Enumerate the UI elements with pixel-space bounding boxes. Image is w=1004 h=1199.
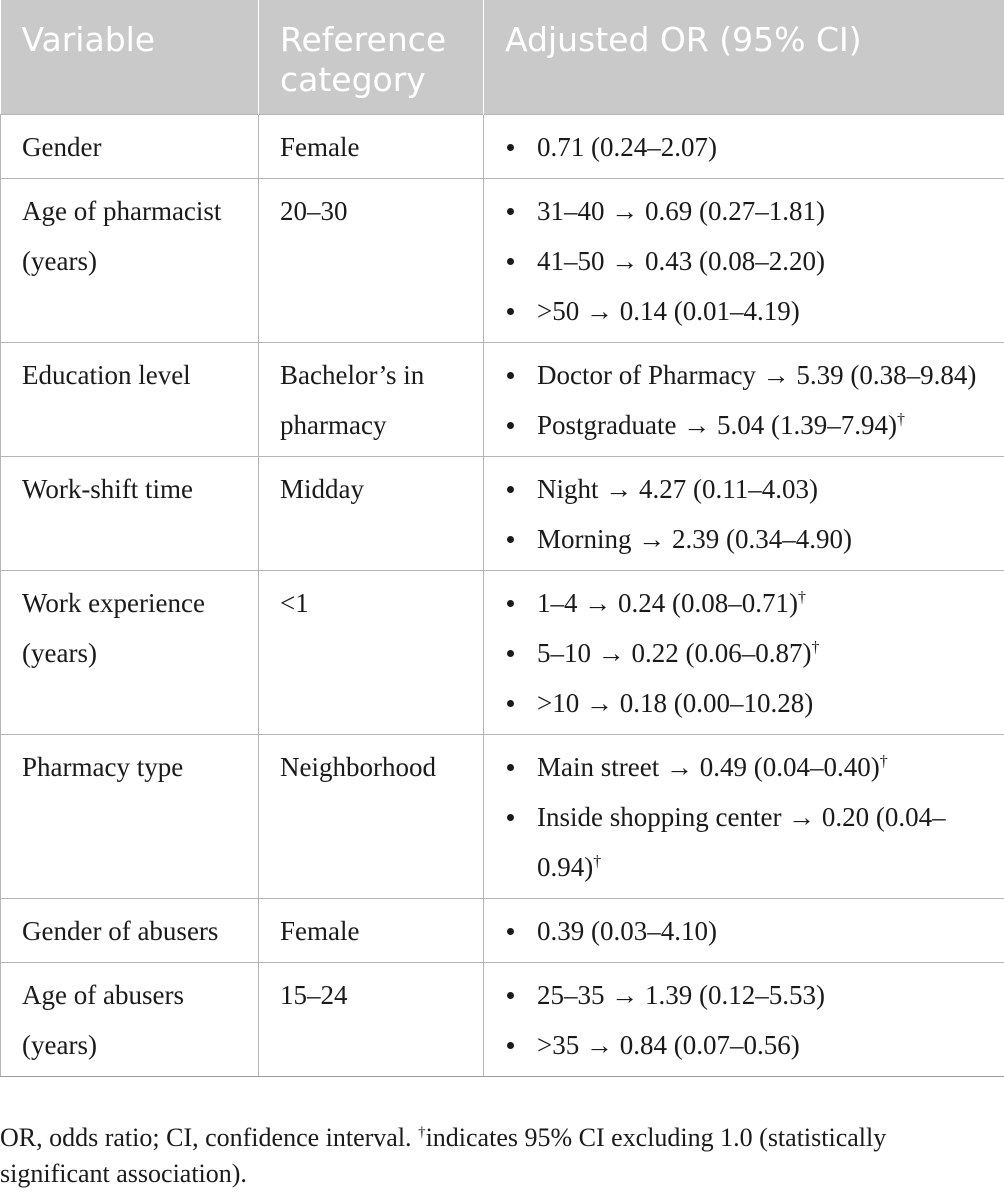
significance-dagger: † — [593, 852, 602, 870]
cell-reference-category: Midday — [259, 456, 484, 570]
cell-reference-category: Neighborhood — [259, 734, 484, 898]
footnote-abbreviations: OR, odds ratio; CI, confidence interval. — [0, 1123, 412, 1152]
estimate-item — [505, 186, 988, 236]
estimate-text: Night → 4.27 (0.11–4.03) — [537, 473, 818, 504]
significance-dagger: † — [797, 588, 806, 606]
cell-variable: Age of pharmacist (years) — [1, 178, 259, 342]
estimate-list — [505, 464, 988, 564]
cell-variable: Education level — [1, 342, 259, 456]
estimate-item — [505, 236, 988, 286]
estimate-item — [505, 464, 988, 514]
estimate-text: >50 → 0.14 (0.01–4.19) — [537, 295, 800, 326]
footnote-note: indicates 95% CI excluding 1.0 (statistically significant association). — [0, 1123, 887, 1188]
estimate-item — [505, 1020, 988, 1070]
cell-adjusted-or — [484, 734, 1004, 898]
table-row — [1, 342, 1004, 456]
cell-variable: Pharmacy type — [1, 734, 259, 898]
estimate-list — [505, 578, 988, 728]
cell-adjusted-or — [484, 898, 1004, 962]
estimate-list — [505, 122, 988, 172]
cell-reference-category: 15–24 — [259, 962, 484, 1076]
significance-dagger: † — [879, 752, 888, 770]
table-row — [1, 114, 1004, 178]
estimate-text: 0.39 (0.03–4.10) — [537, 915, 717, 946]
table-footnote — [0, 1120, 1000, 1192]
cell-variable: Work experience (years) — [1, 570, 259, 734]
estimate-text: 41–50 → 0.43 (0.08–2.20) — [537, 245, 825, 276]
estimate-text: Main street → 0.49 (0.04–0.40) — [537, 751, 880, 782]
estimate-text: 0.71 (0.24–2.07) — [537, 131, 717, 162]
header-variable: Variable — [21, 20, 156, 59]
cell-reference-category: Female — [259, 114, 484, 178]
estimate-list — [505, 970, 988, 1070]
header-row — [1, 0, 1004, 114]
estimate-item — [505, 400, 988, 450]
estimate-list — [505, 186, 988, 336]
table-row — [1, 570, 1004, 734]
estimate-list — [505, 906, 988, 956]
estimate-item — [505, 628, 988, 678]
estimate-item — [505, 970, 988, 1020]
estimate-item — [505, 792, 988, 892]
cell-adjusted-or — [484, 114, 1004, 178]
estimate-text: Morning → 2.39 (0.34–4.90) — [537, 523, 852, 554]
table-row — [1, 456, 1004, 570]
estimate-item — [505, 122, 988, 172]
table-row — [1, 178, 1004, 342]
cell-adjusted-or — [484, 178, 1004, 342]
estimate-list — [505, 742, 988, 892]
footnote-dagger-symbol: † — [418, 1124, 426, 1141]
table-body — [1, 114, 1004, 1076]
cell-reference-category: Female — [259, 898, 484, 962]
cell-adjusted-or — [484, 962, 1004, 1076]
estimate-item — [505, 514, 988, 564]
estimate-item — [505, 906, 988, 956]
cell-variable: Age of abusers (years) — [1, 962, 259, 1076]
estimate-item — [505, 578, 988, 628]
cell-variable: Gender of abusers — [1, 898, 259, 962]
estimate-text: 25–35 → 1.39 (0.12–5.53) — [537, 979, 825, 1010]
header-reference-category: Reference category — [259, 0, 484, 114]
table-row — [1, 962, 1004, 1076]
cell-variable: Work-shift time — [1, 456, 259, 570]
cell-adjusted-or — [484, 342, 1004, 456]
estimate-list — [505, 350, 988, 450]
table-header — [1, 0, 1004, 114]
estimate-item — [505, 350, 988, 400]
estimate-item — [505, 678, 988, 728]
estimate-text: 31–40 → 0.69 (0.27–1.81) — [537, 195, 825, 226]
header-adjusted-or: Adjusted OR (95% CI) — [484, 0, 1004, 114]
estimate-text: >35 → 0.84 (0.07–0.56) — [537, 1029, 800, 1060]
estimate-text: 5–10 → 0.22 (0.06–0.87) — [537, 637, 812, 668]
estimate-item — [505, 742, 988, 792]
cell-reference-category: 20–30 — [259, 178, 484, 342]
estimate-text: Doctor of Pharmacy → 5.39 (0.38–9.84) — [537, 359, 977, 390]
estimate-text: Postgraduate → 5.04 (1.39–7.94) — [537, 409, 897, 440]
estimate-text: 1–4 → 0.24 (0.08–0.71) — [537, 587, 798, 618]
significance-dagger: † — [811, 638, 820, 656]
estimate-text: >10 → 0.18 (0.00–10.28) — [537, 687, 814, 718]
estimate-item — [505, 286, 988, 336]
estimate-text: Inside shopping center → 0.20 (0.04–0.94) — [537, 801, 946, 882]
cell-variable: Gender — [1, 114, 259, 178]
cell-adjusted-or — [484, 456, 1004, 570]
significance-dagger: † — [896, 410, 905, 428]
table-row — [1, 898, 1004, 962]
cell-reference-category: Bachelor’s in pharmacy — [259, 342, 484, 456]
cell-adjusted-or — [484, 570, 1004, 734]
cell-reference-category: <1 — [259, 570, 484, 734]
table-row — [1, 734, 1004, 898]
